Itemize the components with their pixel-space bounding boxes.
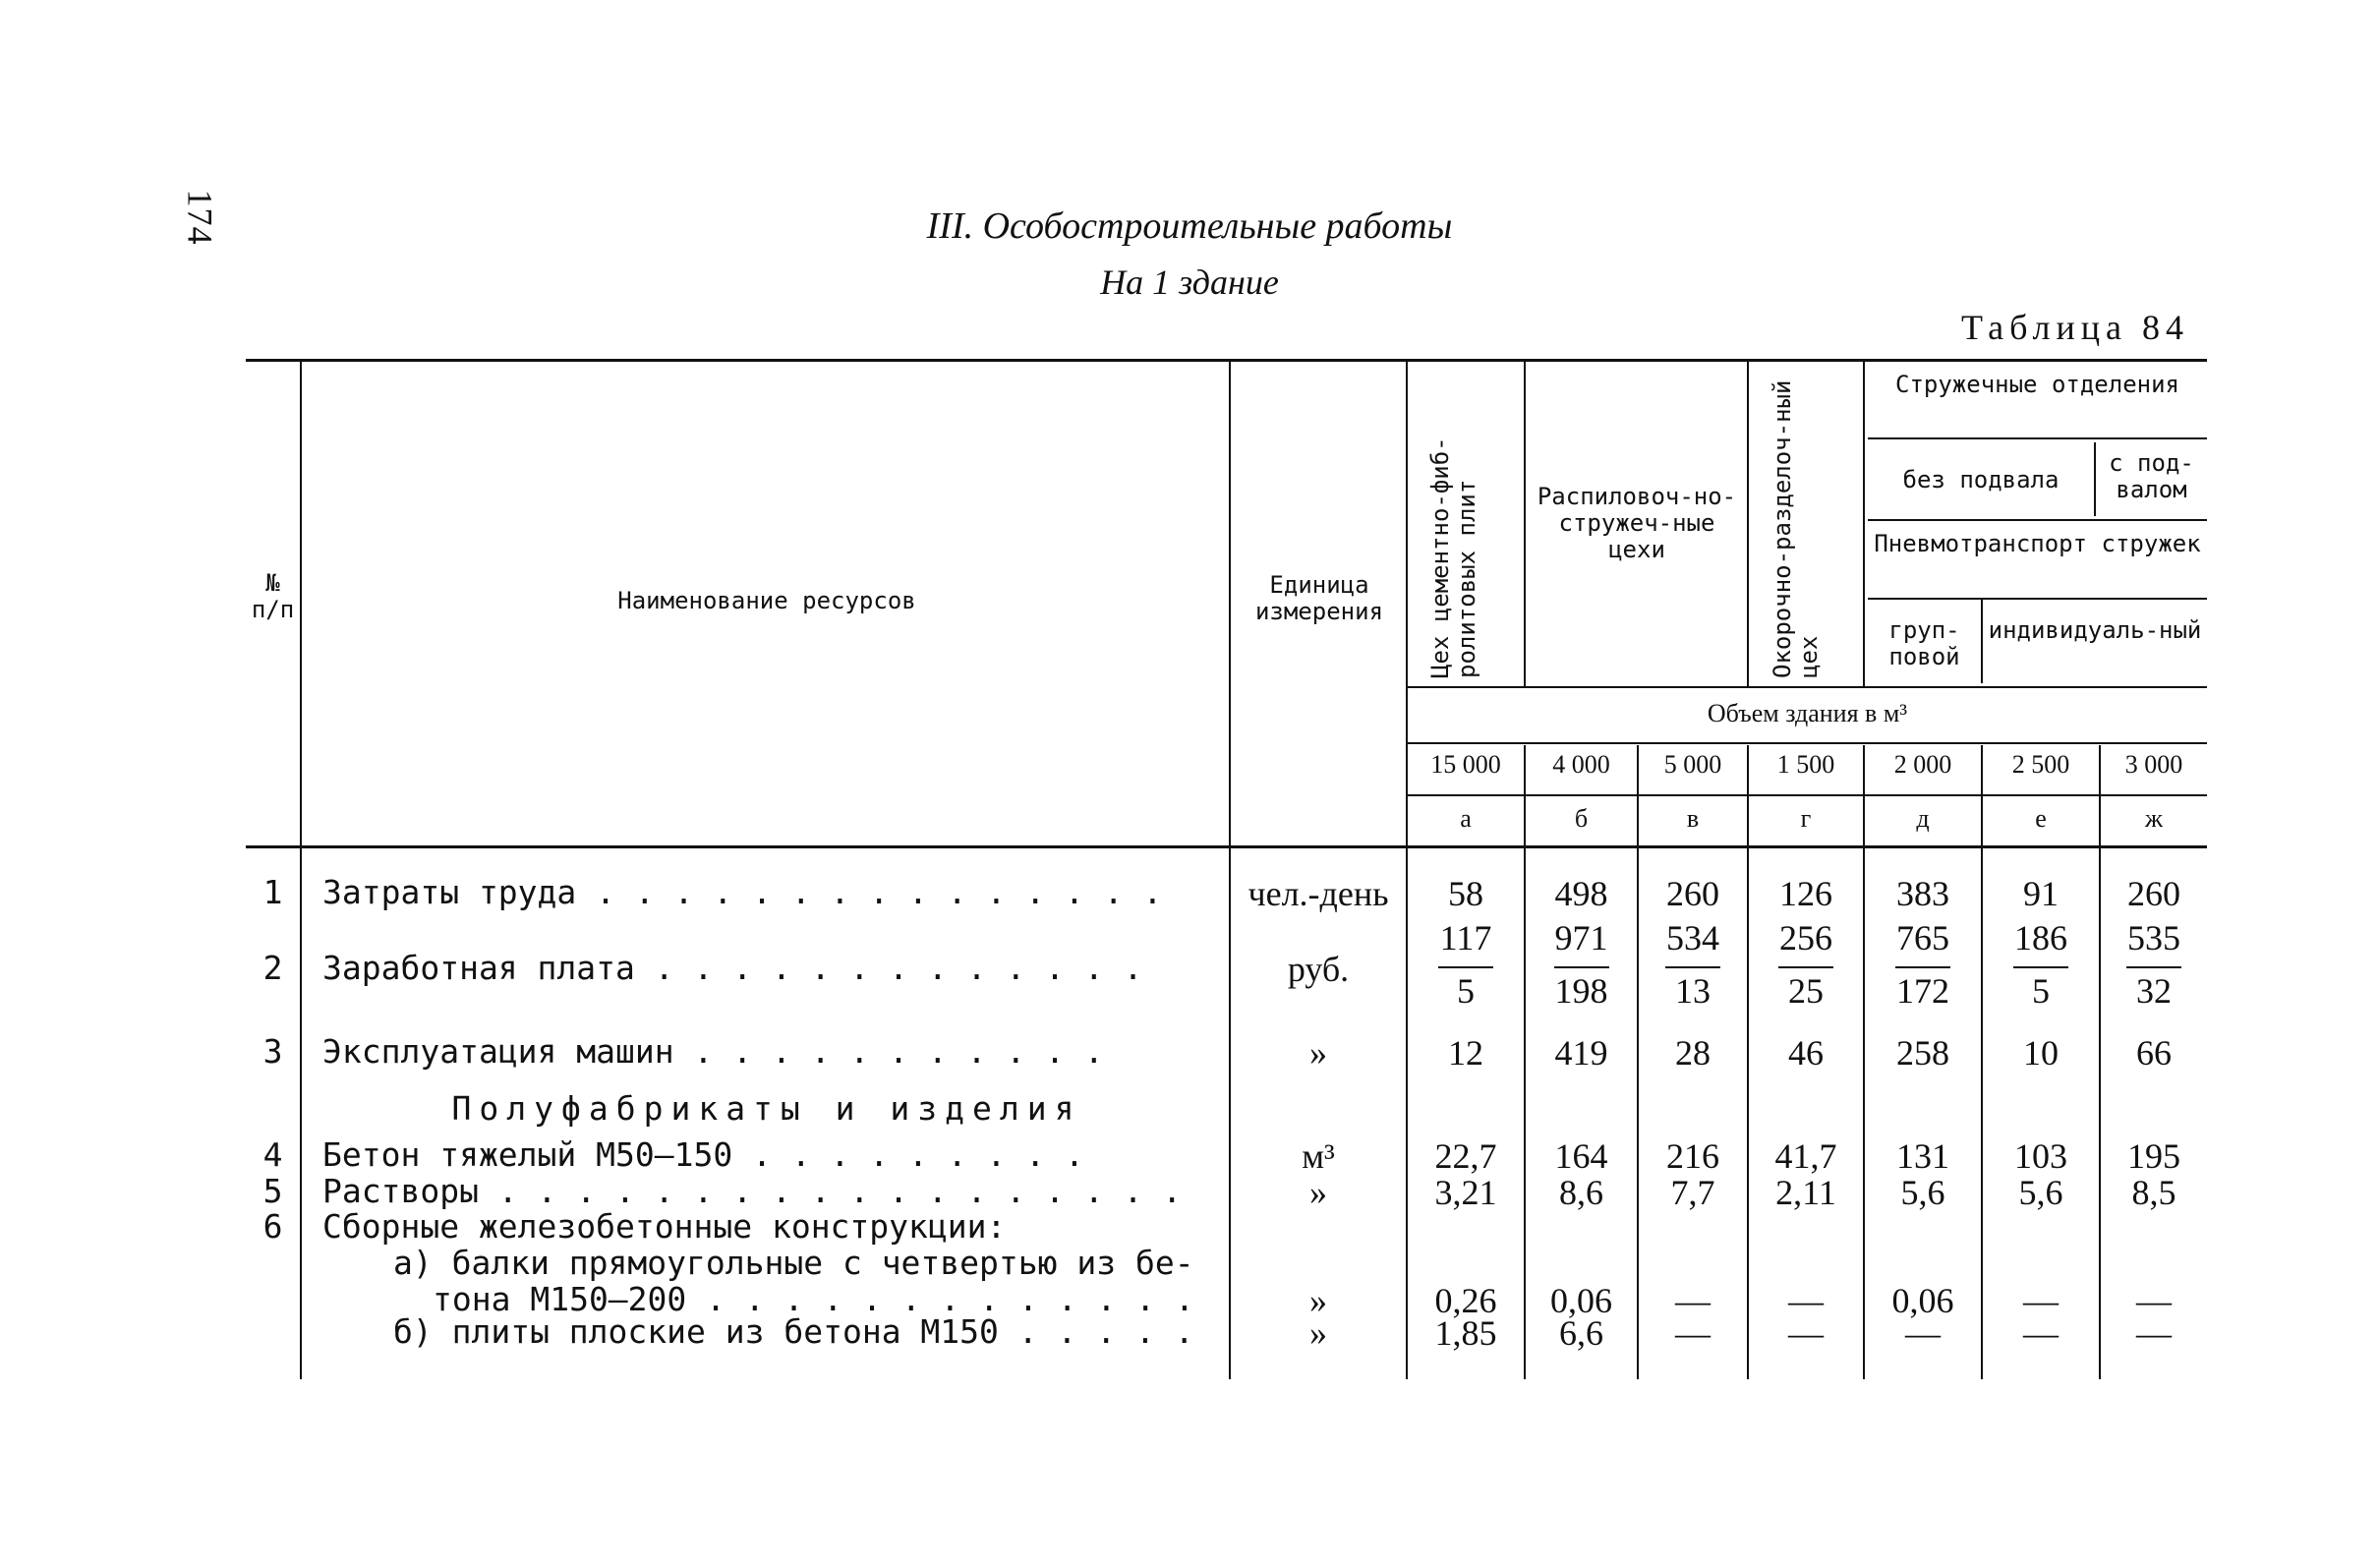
column-letter: г xyxy=(1800,804,1812,833)
row-name: б) плиты плоские из бетона М150 . . . . . xyxy=(393,1312,1194,1351)
row-number: 1 xyxy=(262,873,283,911)
column-letter: д xyxy=(1916,804,1930,833)
fraction-bar xyxy=(1665,966,1720,968)
header-individual: индивидуаль-ный xyxy=(1988,616,2202,644)
volume-value: 5 000 xyxy=(1663,750,1722,779)
fraction-bar xyxy=(2013,966,2068,968)
row-unit: м³ xyxy=(1302,1136,1335,1176)
column-letter: б xyxy=(1574,804,1589,833)
row-value: 7,7 xyxy=(1670,1173,1715,1212)
row-name: а) балки прямоугольные с четвертью из бе- xyxy=(393,1244,1194,1282)
row-unit: чел.-день xyxy=(1248,874,1389,913)
row-name: Сборные железобетонные конструкции: xyxy=(322,1207,1007,1246)
row-value: 0,26 xyxy=(1434,1281,1497,1320)
column-letter: в xyxy=(1686,804,1700,833)
row-value-denominator: 13 xyxy=(1675,971,1711,1011)
row-value: — xyxy=(1675,1313,1711,1353)
row-unit: » xyxy=(1309,1173,1327,1212)
header-unit: Единица измерения xyxy=(1254,571,1384,625)
row-value: — xyxy=(1905,1313,1941,1353)
column-letter: ж xyxy=(2145,804,2163,833)
row-value: 131 xyxy=(1896,1136,1949,1176)
row-value: — xyxy=(2136,1281,2172,1320)
row-value: 58 xyxy=(1448,874,1483,913)
row-value: 6,6 xyxy=(1559,1313,1603,1353)
row-value-numerator: 256 xyxy=(1779,918,1832,958)
row-value: 8,5 xyxy=(2131,1173,2176,1212)
row-number: 4 xyxy=(262,1135,283,1174)
row-value: 22,7 xyxy=(1434,1136,1497,1176)
row-unit: » xyxy=(1309,1033,1327,1073)
row-unit: руб. xyxy=(1287,950,1350,989)
row-number: 2 xyxy=(262,949,283,987)
volume-value: 1 500 xyxy=(1776,750,1835,779)
row-value-numerator: 117 xyxy=(1439,918,1492,958)
row-value-denominator: 32 xyxy=(2136,971,2172,1011)
row-number: 3 xyxy=(262,1032,283,1071)
row-value: 258 xyxy=(1896,1033,1949,1073)
header-no-basement: без подвала xyxy=(1902,466,2060,494)
row-value: 28 xyxy=(1675,1033,1711,1073)
volume-value: 4 000 xyxy=(1552,750,1610,779)
header-no: № п/п xyxy=(251,569,295,623)
row-value-denominator: 5 xyxy=(1457,971,1475,1011)
header-col-g: Окорочно-разделоч-ный цех xyxy=(1769,379,1823,678)
row-value: 216 xyxy=(1666,1136,1719,1176)
row-value: 260 xyxy=(1666,874,1719,913)
row-value: 126 xyxy=(1779,874,1832,913)
row-value: 91 xyxy=(2023,874,2059,913)
fraction-bar xyxy=(1554,966,1609,968)
section-heading: Полуфабрикаты и изделия xyxy=(451,1089,1082,1128)
subtitle: На 1 здание xyxy=(1100,262,1279,302)
volume-value: 15 000 xyxy=(1430,750,1501,779)
row-value-numerator: 765 xyxy=(1896,918,1949,958)
row-value: 103 xyxy=(2014,1136,2067,1176)
header-col-b: Распиловоч-но-стружеч-ные цехи xyxy=(1537,483,1737,563)
fraction-bar xyxy=(1778,966,1833,968)
row-name: Затраты труда . . . . . . . . . . . . . . . xyxy=(322,873,1163,911)
row-value: 8,6 xyxy=(1559,1173,1603,1212)
row-value: 5,6 xyxy=(1900,1173,1945,1212)
volume-value: 3 000 xyxy=(2124,750,2183,779)
header-col-a: Цех цементно-фиб-ролитовых плит xyxy=(1426,436,1480,678)
row-number: 6 xyxy=(262,1207,283,1246)
volume-value: 2 500 xyxy=(2011,750,2070,779)
column-letter: а xyxy=(1460,804,1472,833)
row-name: Бетон тяжелый М50—150 . . . . . . . . . xyxy=(322,1135,1084,1174)
table-label: Таблица 84 xyxy=(1961,308,2189,347)
page-number: 174 xyxy=(180,189,220,246)
row-value: 0,06 xyxy=(1550,1281,1612,1320)
volume-value: 2 000 xyxy=(1893,750,1952,779)
row-name: Растворы . . . . . . . . . . . . . . . . . . xyxy=(322,1172,1183,1210)
row-value-denominator: 5 xyxy=(2032,971,2050,1011)
row-value: 41,7 xyxy=(1774,1136,1837,1176)
header-pneumo: Пневмотранспорт стружек xyxy=(1874,530,2201,557)
section-title: III. Особостроительные работы xyxy=(926,205,1453,247)
row-name: тона М150—200 . . . . . . . . . . . . . xyxy=(433,1280,1194,1318)
row-value: 260 xyxy=(2127,874,2180,913)
row-value: 0,06 xyxy=(1891,1281,1954,1320)
row-unit: » xyxy=(1309,1313,1327,1353)
fraction-bar xyxy=(2126,966,2181,968)
row-value-numerator: 535 xyxy=(2127,918,2180,958)
row-value: 419 xyxy=(1554,1033,1608,1073)
row-value: — xyxy=(1788,1281,1824,1320)
row-number: 5 xyxy=(262,1172,283,1210)
row-value-denominator: 25 xyxy=(1788,971,1824,1011)
column-letter: е xyxy=(2035,804,2047,833)
row-value: 12 xyxy=(1448,1033,1483,1073)
header-name: Наименование ресурсов xyxy=(617,587,916,614)
row-value: 1,85 xyxy=(1434,1313,1497,1353)
row-value: 383 xyxy=(1896,874,1949,913)
row-value-denominator: 172 xyxy=(1896,971,1949,1011)
row-value: 5,6 xyxy=(2018,1173,2063,1212)
row-value-numerator: 186 xyxy=(2014,918,2067,958)
row-value: — xyxy=(2023,1313,2059,1353)
fraction-bar xyxy=(1438,966,1493,968)
header-group: груп-повой xyxy=(1888,616,1960,670)
row-value: 3,21 xyxy=(1434,1173,1497,1212)
row-value: 66 xyxy=(2136,1033,2172,1073)
row-value-denominator: 198 xyxy=(1554,971,1608,1011)
row-value: — xyxy=(2023,1281,2059,1320)
row-value: 46 xyxy=(1788,1033,1824,1073)
row-value: 195 xyxy=(2127,1136,2180,1176)
row-value-numerator: 534 xyxy=(1666,918,1719,958)
row-value: 10 xyxy=(2023,1033,2059,1073)
row-value: 164 xyxy=(1554,1136,1608,1176)
row-value: 2,11 xyxy=(1775,1173,1836,1212)
row-value: — xyxy=(2136,1313,2172,1353)
row-name: Заработная плата . . . . . . . . . . . . . xyxy=(322,949,1143,987)
header-chip-dept: Стружечные отделения xyxy=(1895,371,2179,398)
row-name: Эксплуатация машин . . . . . . . . . . . xyxy=(322,1032,1104,1071)
row-value: — xyxy=(1788,1313,1824,1353)
header-volume: Объем здания в м³ xyxy=(1707,699,1908,727)
fraction-bar xyxy=(1895,966,1950,968)
row-value: 498 xyxy=(1554,874,1608,913)
row-value-numerator: 971 xyxy=(1554,918,1608,958)
row-unit: » xyxy=(1309,1281,1327,1320)
row-value: — xyxy=(1675,1281,1711,1320)
header-with-basement: с под-валом xyxy=(2109,449,2194,503)
